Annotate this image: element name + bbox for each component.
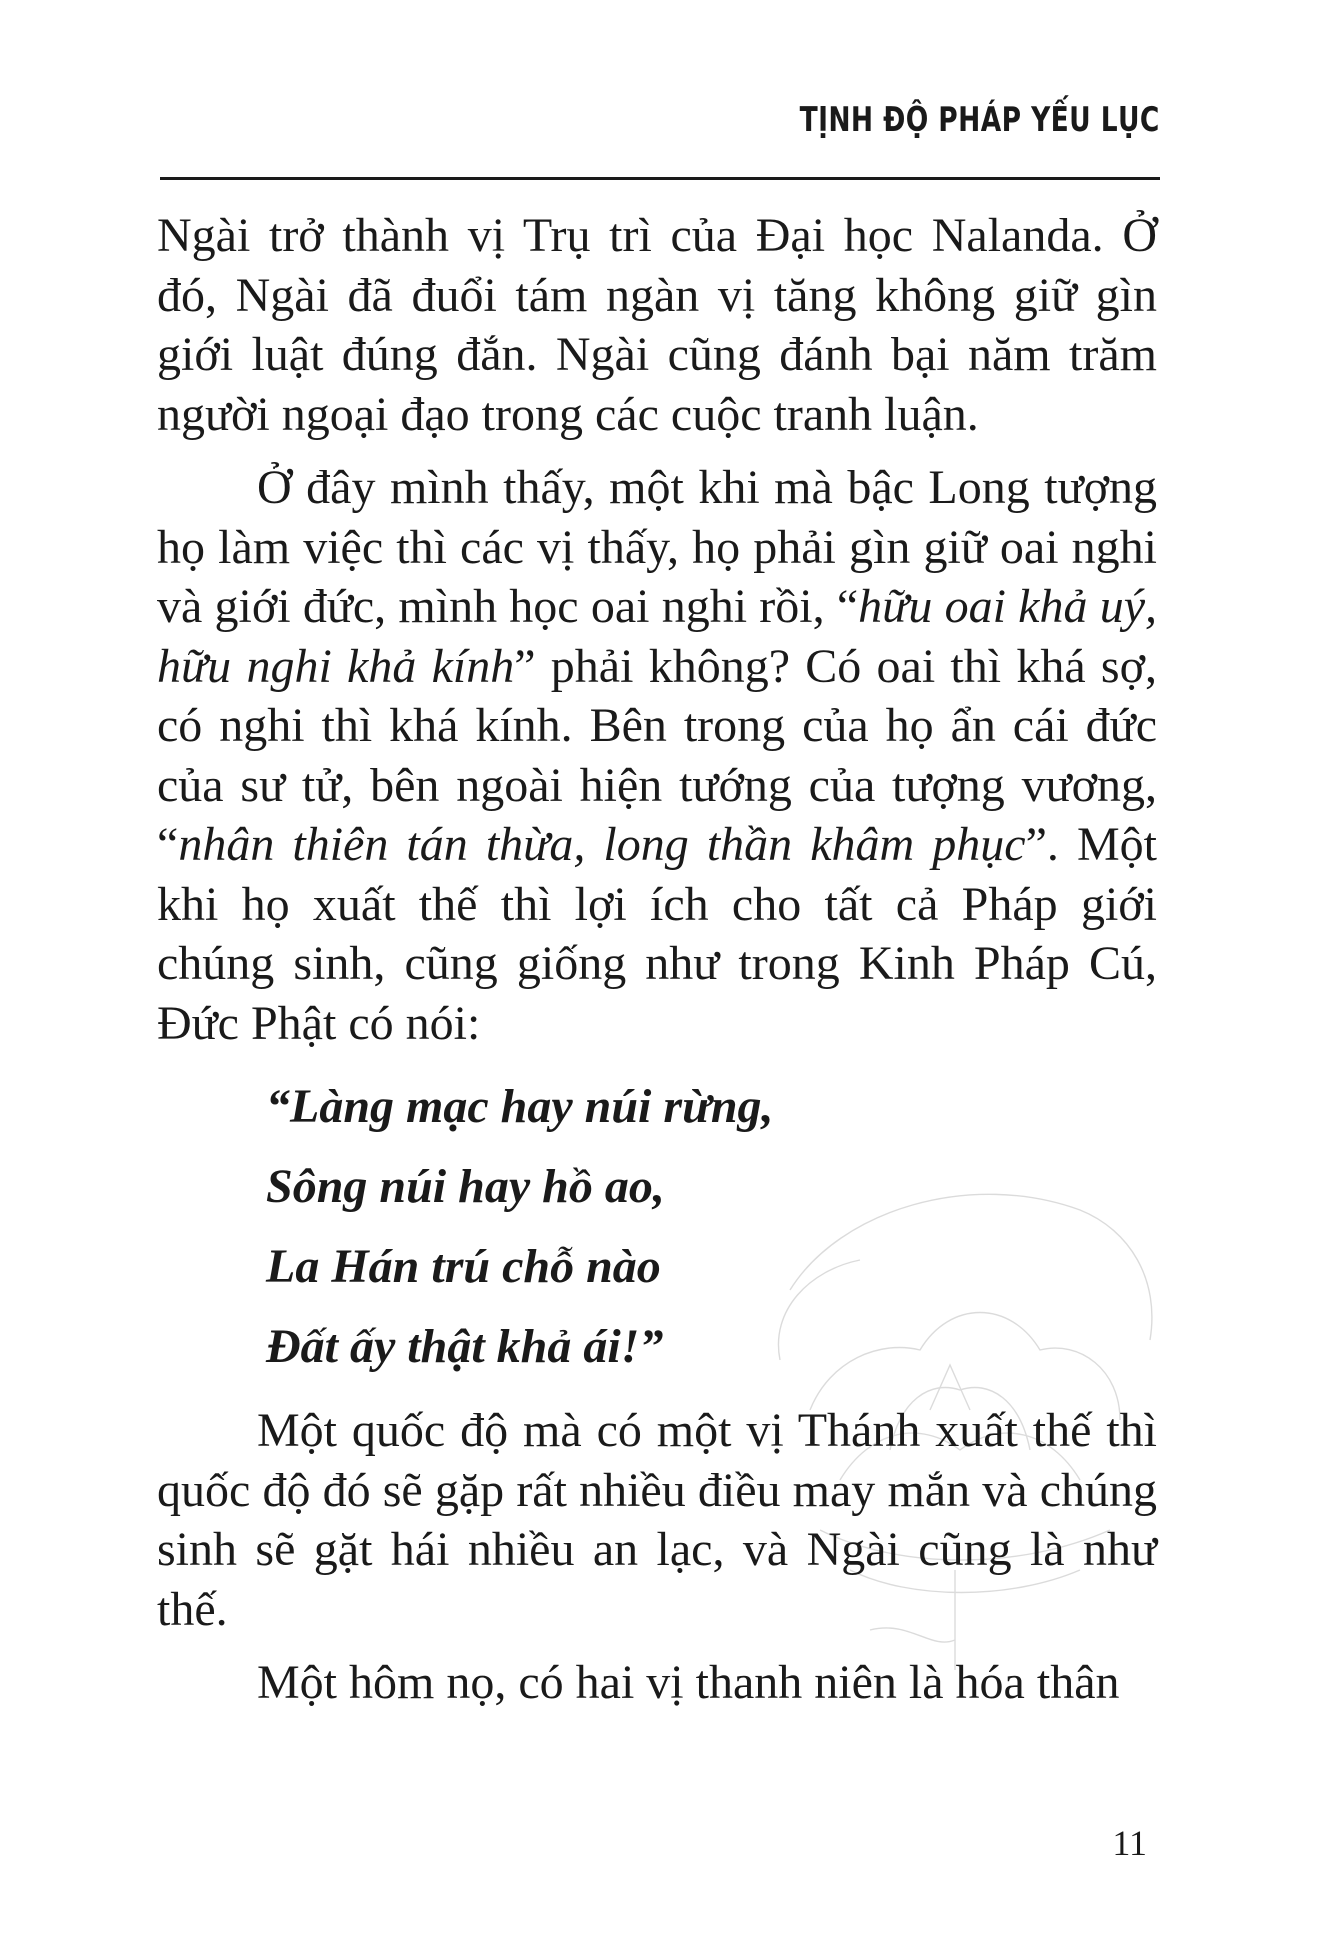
paragraph-2 bbox=[157, 458, 1157, 1053]
paragraph-1: Ngài trở thành vị Trụ trì của Đại học Nalanda. Ở đó, Ngài đã đuổi tám ngàn vị tăng không giữ gìn giới luật đúng đắn. Ngài cũng đánh bại năm trăm người ngoại đạo trong các cuộc tranh luận. bbox=[157, 209, 1157, 441]
page-number: 11 bbox=[1112, 1823, 1147, 1863]
verse-line-4: Đất ấy thật khả ái!” bbox=[266, 1320, 664, 1373]
header-rule bbox=[160, 177, 1160, 180]
paragraph-2-text-e: ”. Một khi họ xuất thế thì lợi ích cho tất cả Pháp giới chúng sinh, cũng giống như trong Kinh Pháp Cú, Đức Phật có nói: bbox=[157, 818, 1157, 1050]
verse-line-1: “Làng mạc hay núi rừng, bbox=[266, 1080, 774, 1133]
paragraph-2-text-a: Ở đây mình thấy, một khi mà bậc Long tượng họ làm việc thì các vị thấy, họ phải gìn giữ oai nghi và giới đức, mình học oai nghi rồi, “ bbox=[157, 461, 1157, 633]
running-title: TỊNH ĐỘ PHÁP YẾU LỤC bbox=[799, 100, 1160, 140]
paragraph-2-italic-quote-2: nhân thiên tán thừa, long thần khâm phục bbox=[178, 818, 1026, 871]
verse-block bbox=[157, 1067, 1157, 1387]
paragraph-4: Một hôm nọ, có hai vị thanh niên là hóa thân bbox=[257, 1656, 1120, 1709]
paragraph-3: Một quốc độ mà có một vị Thánh xuất thế thì quốc độ đó sẽ gặp rất nhiều điều may mắn và chúng sinh sẽ gặt hái nhiều an lạc, và Ngài cũng là như thế. bbox=[157, 1404, 1157, 1636]
paragraph-2-text-c: ” phải không? Có oai thì khá sợ, có nghi thì khá kính. Bên trong của họ ẩn cái đức của sư tử, bên ngoài hiện tướng của tượng vương, “ bbox=[157, 639, 1157, 871]
verse-line-3: La Hán trú chỗ nào bbox=[266, 1240, 661, 1293]
verse-line-2: Sông núi hay hồ ao, bbox=[266, 1160, 665, 1213]
paragraph-2-italic-quote-1: hữu oai khả uý, hữu nghi khả kính bbox=[157, 580, 1157, 693]
body-text bbox=[157, 206, 1157, 1713]
